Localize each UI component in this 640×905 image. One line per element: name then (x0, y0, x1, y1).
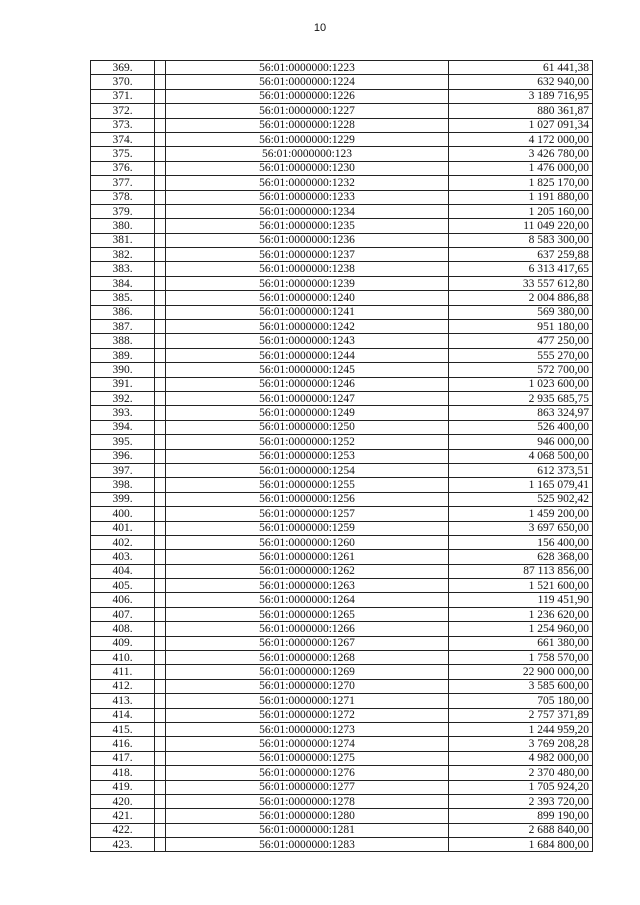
row-number-cell: 373. (91, 118, 155, 132)
cadastral-number-cell: 56:01:0000000:1244 (166, 348, 449, 362)
cadastral-number-cell: 56:01:0000000:1280 (166, 809, 449, 823)
column-gap (155, 420, 166, 434)
table-row (91, 190, 593, 204)
column-gap (155, 262, 166, 276)
row-number-cell: 381. (91, 233, 155, 247)
table-row (91, 75, 593, 89)
column-gap (155, 679, 166, 693)
cadastral-number-cell: 56:01:0000000:1239 (166, 276, 449, 290)
value-cell: 526 400,00 (449, 420, 593, 434)
table-row (91, 176, 593, 190)
cadastral-number-cell: 56:01:0000000:1250 (166, 420, 449, 434)
column-gap (155, 348, 166, 362)
row-number-cell: 385. (91, 291, 155, 305)
value-cell: 1 521 600,00 (449, 579, 593, 593)
cadastral-number-cell: 56:01:0000000:1276 (166, 766, 449, 780)
table-row (91, 161, 593, 175)
column-gap (155, 435, 166, 449)
table-row (91, 492, 593, 506)
cadastral-number-cell: 56:01:0000000:1271 (166, 694, 449, 708)
column-gap (155, 636, 166, 650)
cadastral-number-cell: 56:01:0000000:1238 (166, 262, 449, 276)
page-number: 10 (313, 22, 327, 34)
cadastral-number-cell: 56:01:0000000:1241 (166, 305, 449, 319)
row-number-cell: 383. (91, 262, 155, 276)
table-row (91, 722, 593, 736)
table-row (91, 348, 593, 362)
row-number-cell: 378. (91, 190, 155, 204)
column-gap (155, 823, 166, 837)
value-cell: 555 270,00 (449, 348, 593, 362)
row-number-cell: 382. (91, 248, 155, 262)
cadastral-number-cell: 56:01:0000000:1247 (166, 391, 449, 405)
row-number-cell: 369. (91, 61, 155, 75)
column-gap (155, 622, 166, 636)
column-gap (155, 89, 166, 103)
row-number-cell: 418. (91, 766, 155, 780)
value-cell: 612 373,51 (449, 463, 593, 477)
value-cell: 22 900 000,00 (449, 665, 593, 679)
value-cell: 119 451,90 (449, 593, 593, 607)
table-row (91, 276, 593, 290)
column-gap (155, 104, 166, 118)
row-number-cell: 396. (91, 449, 155, 463)
value-cell: 946 000,00 (449, 435, 593, 449)
row-number-cell: 401. (91, 521, 155, 535)
row-number-cell: 422. (91, 823, 155, 837)
cadastral-number-cell: 56:01:0000000:1272 (166, 708, 449, 722)
table-row (91, 694, 593, 708)
cadastral-number-cell: 56:01:0000000:1264 (166, 593, 449, 607)
cadastral-number-cell: 56:01:0000000:1236 (166, 233, 449, 247)
column-gap (155, 521, 166, 535)
value-cell: 33 557 612,80 (449, 276, 593, 290)
table-row (91, 550, 593, 564)
table-row (91, 406, 593, 420)
cadastral-number-cell: 56:01:0000000:1267 (166, 636, 449, 650)
row-number-cell: 408. (91, 622, 155, 636)
column-gap (155, 579, 166, 593)
cadastral-number-cell: 56:01:0000000:1246 (166, 377, 449, 391)
value-cell: 2 757 371,89 (449, 708, 593, 722)
row-number-cell: 409. (91, 636, 155, 650)
row-number-cell: 411. (91, 665, 155, 679)
column-gap (155, 478, 166, 492)
cadastral-number-cell: 56:01:0000000:1260 (166, 535, 449, 549)
cadastral-number-cell: 56:01:0000000:1237 (166, 248, 449, 262)
table-row (91, 61, 593, 75)
column-gap (155, 492, 166, 506)
column-gap (155, 190, 166, 204)
table-row (91, 391, 593, 405)
table-row (91, 809, 593, 823)
cadastral-number-cell: 56:01:0000000:1277 (166, 780, 449, 794)
value-cell: 951 180,00 (449, 320, 593, 334)
value-cell: 632 940,00 (449, 75, 593, 89)
column-gap (155, 132, 166, 146)
row-number-cell: 413. (91, 694, 155, 708)
cadastral-number-cell: 56:01:0000000:1243 (166, 334, 449, 348)
row-number-cell: 416. (91, 737, 155, 751)
table-row (91, 751, 593, 765)
row-number-cell: 403. (91, 550, 155, 564)
value-cell: 87 113 856,00 (449, 564, 593, 578)
cadastral-number-cell: 56:01:0000000:1259 (166, 521, 449, 535)
cadastral-number-cell: 56:01:0000000:123 (166, 147, 449, 161)
column-gap (155, 550, 166, 564)
column-gap (155, 391, 166, 405)
value-cell: 11 049 220,00 (449, 219, 593, 233)
value-cell: 4 982 000,00 (449, 751, 593, 765)
value-cell: 863 324,97 (449, 406, 593, 420)
column-gap (155, 75, 166, 89)
table-row (91, 780, 593, 794)
table-row (91, 305, 593, 319)
value-cell: 2 393 720,00 (449, 794, 593, 808)
table-row (91, 219, 593, 233)
table-row (91, 320, 593, 334)
cadastral-number-cell: 56:01:0000000:1257 (166, 507, 449, 521)
row-number-cell: 371. (91, 89, 155, 103)
column-gap (155, 233, 166, 247)
row-number-cell: 420. (91, 794, 155, 808)
row-number-cell: 387. (91, 320, 155, 334)
table-row (91, 463, 593, 477)
row-number-cell: 390. (91, 363, 155, 377)
value-cell: 1 191 880,00 (449, 190, 593, 204)
value-cell: 569 380,00 (449, 305, 593, 319)
value-cell: 1 758 570,00 (449, 651, 593, 665)
cadastral-number-cell: 56:01:0000000:1275 (166, 751, 449, 765)
row-number-cell: 405. (91, 579, 155, 593)
value-cell: 1 705 924,20 (449, 780, 593, 794)
table-row (91, 708, 593, 722)
row-number-cell: 406. (91, 593, 155, 607)
cadastral-number-cell: 56:01:0000000:1263 (166, 579, 449, 593)
column-gap (155, 406, 166, 420)
table-row (91, 535, 593, 549)
row-number-cell: 384. (91, 276, 155, 290)
value-cell: 61 441,38 (449, 61, 593, 75)
table-row (91, 478, 593, 492)
value-cell: 880 361,87 (449, 104, 593, 118)
table-row (91, 607, 593, 621)
value-cell: 1 165 079,41 (449, 478, 593, 492)
row-number-cell: 386. (91, 305, 155, 319)
row-number-cell: 419. (91, 780, 155, 794)
column-gap (155, 607, 166, 621)
cadastral-number-cell: 56:01:0000000:1242 (166, 320, 449, 334)
column-gap (155, 507, 166, 521)
column-gap (155, 147, 166, 161)
cadastral-number-cell: 56:01:0000000:1281 (166, 823, 449, 837)
registry-table-body (91, 61, 593, 852)
value-cell: 1 236 620,00 (449, 607, 593, 621)
table-row (91, 147, 593, 161)
column-gap (155, 377, 166, 391)
cadastral-number-cell: 56:01:0000000:1240 (166, 291, 449, 305)
cadastral-number-cell: 56:01:0000000:1262 (166, 564, 449, 578)
cadastral-number-cell: 56:01:0000000:1235 (166, 219, 449, 233)
value-cell: 3 697 650,00 (449, 521, 593, 535)
table-row (91, 435, 593, 449)
table-row (91, 521, 593, 535)
value-cell: 3 426 780,00 (449, 147, 593, 161)
table-row (91, 737, 593, 751)
value-cell: 156 400,00 (449, 535, 593, 549)
column-gap (155, 363, 166, 377)
value-cell: 3 585 600,00 (449, 679, 593, 693)
column-gap (155, 334, 166, 348)
cadastral-number-cell: 56:01:0000000:1249 (166, 406, 449, 420)
row-number-cell: 421. (91, 809, 155, 823)
value-cell: 637 259,88 (449, 248, 593, 262)
column-gap (155, 305, 166, 319)
value-cell: 6 313 417,65 (449, 262, 593, 276)
row-number-cell: 412. (91, 679, 155, 693)
row-number-cell: 370. (91, 75, 155, 89)
value-cell: 1 244 959,20 (449, 722, 593, 736)
cadastral-number-cell: 56:01:0000000:1230 (166, 161, 449, 175)
cadastral-number-cell: 56:01:0000000:1256 (166, 492, 449, 506)
value-cell: 2 935 685,75 (449, 391, 593, 405)
row-number-cell: 389. (91, 348, 155, 362)
value-cell: 1 825 170,00 (449, 176, 593, 190)
value-cell: 1 459 200,00 (449, 507, 593, 521)
cadastral-number-cell: 56:01:0000000:1265 (166, 607, 449, 621)
row-number-cell: 375. (91, 147, 155, 161)
cadastral-number-cell: 56:01:0000000:1227 (166, 104, 449, 118)
column-gap (155, 722, 166, 736)
cadastral-number-cell: 56:01:0000000:1253 (166, 449, 449, 463)
table-row (91, 622, 593, 636)
cadastral-number-cell: 56:01:0000000:1234 (166, 204, 449, 218)
value-cell: 3 189 716,95 (449, 89, 593, 103)
row-number-cell: 377. (91, 176, 155, 190)
table-row (91, 118, 593, 132)
column-gap (155, 665, 166, 679)
row-number-cell: 391. (91, 377, 155, 391)
cadastral-number-cell: 56:01:0000000:1224 (166, 75, 449, 89)
table-row (91, 132, 593, 146)
cadastral-number-cell: 56:01:0000000:1278 (166, 794, 449, 808)
column-gap (155, 794, 166, 808)
table-row (91, 651, 593, 665)
table-row (91, 248, 593, 262)
table-row (91, 363, 593, 377)
row-number-cell: 395. (91, 435, 155, 449)
row-number-cell: 380. (91, 219, 155, 233)
row-number-cell: 398. (91, 478, 155, 492)
row-number-cell: 417. (91, 751, 155, 765)
column-gap (155, 535, 166, 549)
value-cell: 628 368,00 (449, 550, 593, 564)
column-gap (155, 751, 166, 765)
column-gap (155, 320, 166, 334)
value-cell: 8 583 300,00 (449, 233, 593, 247)
cadastral-number-cell: 56:01:0000000:1223 (166, 61, 449, 75)
cadastral-number-cell: 56:01:0000000:1228 (166, 118, 449, 132)
table-row (91, 794, 593, 808)
table-row (91, 104, 593, 118)
table-row (91, 679, 593, 693)
cadastral-number-cell: 56:01:0000000:1283 (166, 838, 449, 852)
column-gap (155, 276, 166, 290)
cadastral-number-cell: 56:01:0000000:1232 (166, 176, 449, 190)
cadastral-number-cell: 56:01:0000000:1226 (166, 89, 449, 103)
column-gap (155, 248, 166, 262)
row-number-cell: 397. (91, 463, 155, 477)
value-cell: 572 700,00 (449, 363, 593, 377)
column-gap (155, 564, 166, 578)
value-cell: 4 172 000,00 (449, 132, 593, 146)
table-row (91, 507, 593, 521)
table-row (91, 766, 593, 780)
table-row (91, 291, 593, 305)
cadastral-number-cell: 56:01:0000000:1255 (166, 478, 449, 492)
column-gap (155, 593, 166, 607)
column-gap (155, 463, 166, 477)
row-number-cell: 372. (91, 104, 155, 118)
row-number-cell: 388. (91, 334, 155, 348)
column-gap (155, 708, 166, 722)
cadastral-number-cell: 56:01:0000000:1270 (166, 679, 449, 693)
column-gap (155, 737, 166, 751)
table-row (91, 636, 593, 650)
column-gap (155, 651, 166, 665)
value-cell: 525 902,42 (449, 492, 593, 506)
cadastral-number-cell: 56:01:0000000:1268 (166, 651, 449, 665)
table-row (91, 262, 593, 276)
column-gap (155, 176, 166, 190)
cadastral-number-cell: 56:01:0000000:1266 (166, 622, 449, 636)
table-row (91, 665, 593, 679)
column-gap (155, 449, 166, 463)
row-number-cell: 374. (91, 132, 155, 146)
cadastral-number-cell: 56:01:0000000:1273 (166, 722, 449, 736)
row-number-cell: 379. (91, 204, 155, 218)
table-row (91, 564, 593, 578)
column-gap (155, 219, 166, 233)
table-row (91, 579, 593, 593)
table-row (91, 420, 593, 434)
column-gap (155, 118, 166, 132)
value-cell: 705 180,00 (449, 694, 593, 708)
table-row (91, 204, 593, 218)
row-number-cell: 407. (91, 607, 155, 621)
column-gap (155, 766, 166, 780)
cadastral-number-cell: 56:01:0000000:1269 (166, 665, 449, 679)
table-row (91, 377, 593, 391)
value-cell: 3 769 208,28 (449, 737, 593, 751)
cadastral-number-cell: 56:01:0000000:1229 (166, 132, 449, 146)
registry-table (90, 60, 593, 852)
row-number-cell: 414. (91, 708, 155, 722)
cadastral-number-cell: 56:01:0000000:1274 (166, 737, 449, 751)
value-cell: 4 068 500,00 (449, 449, 593, 463)
column-gap (155, 780, 166, 794)
value-cell: 1 254 960,00 (449, 622, 593, 636)
column-gap (155, 204, 166, 218)
column-gap (155, 61, 166, 75)
cadastral-number-cell: 56:01:0000000:1252 (166, 435, 449, 449)
row-number-cell: 423. (91, 838, 155, 852)
table-row (91, 838, 593, 852)
column-gap (155, 291, 166, 305)
row-number-cell: 394. (91, 420, 155, 434)
table-row (91, 89, 593, 103)
value-cell: 1 023 600,00 (449, 377, 593, 391)
value-cell: 2 688 840,00 (449, 823, 593, 837)
column-gap (155, 809, 166, 823)
row-number-cell: 400. (91, 507, 155, 521)
table-row (91, 334, 593, 348)
table-row (91, 233, 593, 247)
value-cell: 899 190,00 (449, 809, 593, 823)
row-number-cell: 410. (91, 651, 155, 665)
table-row (91, 593, 593, 607)
table-row (91, 823, 593, 837)
row-number-cell: 415. (91, 722, 155, 736)
value-cell: 477 250,00 (449, 334, 593, 348)
row-number-cell: 404. (91, 564, 155, 578)
cadastral-number-cell: 56:01:0000000:1245 (166, 363, 449, 377)
value-cell: 1 205 160,00 (449, 204, 593, 218)
cadastral-number-cell: 56:01:0000000:1254 (166, 463, 449, 477)
row-number-cell: 392. (91, 391, 155, 405)
value-cell: 661 380,00 (449, 636, 593, 650)
cadastral-number-cell: 56:01:0000000:1261 (166, 550, 449, 564)
column-gap (155, 161, 166, 175)
row-number-cell: 393. (91, 406, 155, 420)
row-number-cell: 376. (91, 161, 155, 175)
value-cell: 1 476 000,00 (449, 161, 593, 175)
column-gap (155, 694, 166, 708)
row-number-cell: 402. (91, 535, 155, 549)
table-row (91, 449, 593, 463)
value-cell: 1 027 091,34 (449, 118, 593, 132)
value-cell: 1 684 800,00 (449, 838, 593, 852)
row-number-cell: 399. (91, 492, 155, 506)
column-gap (155, 838, 166, 852)
value-cell: 2 004 886,88 (449, 291, 593, 305)
cadastral-number-cell: 56:01:0000000:1233 (166, 190, 449, 204)
value-cell: 2 370 480,00 (449, 766, 593, 780)
